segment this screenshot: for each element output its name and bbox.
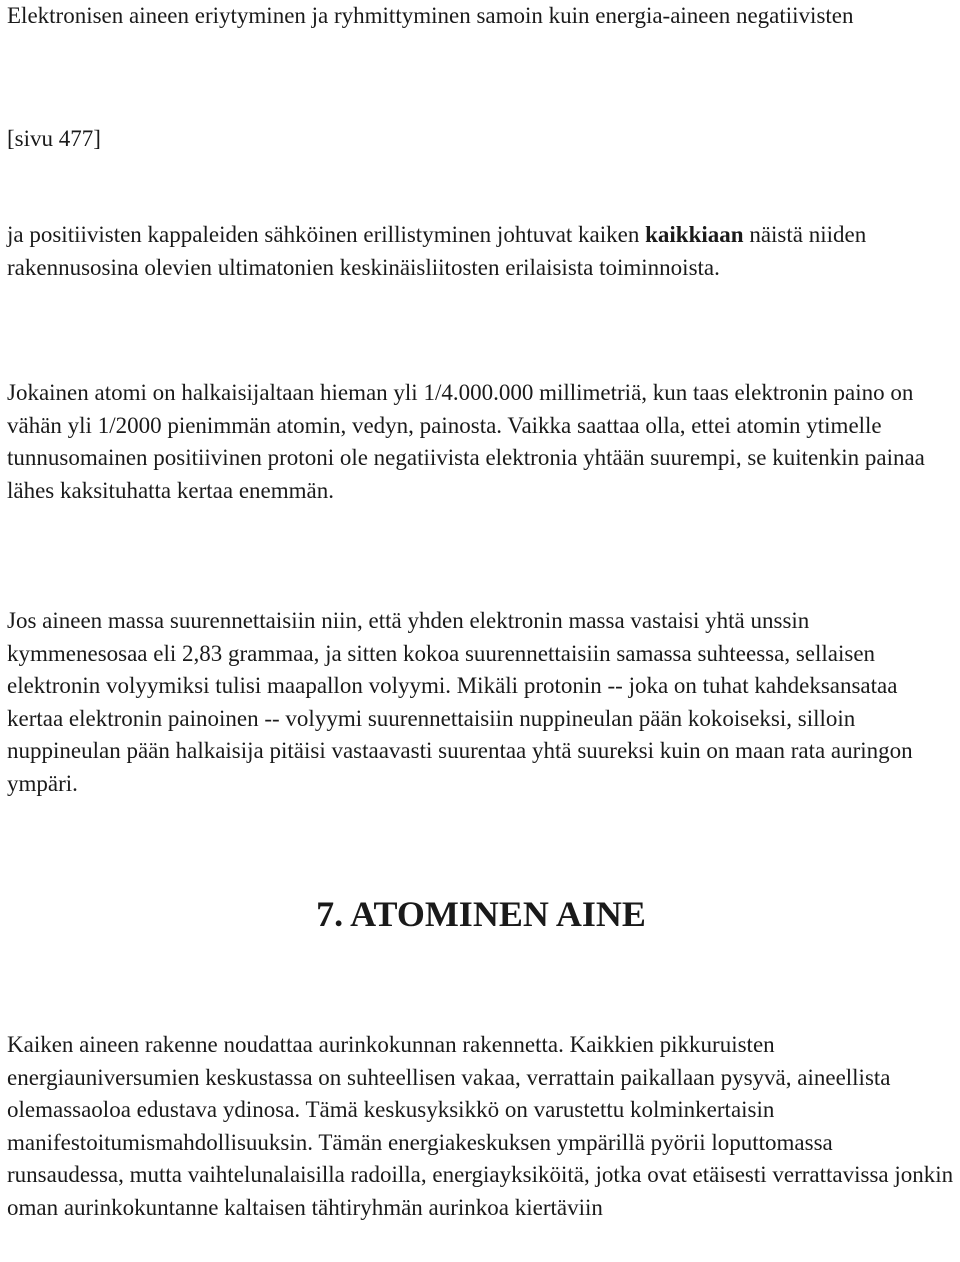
page-marker-text: [sivu 477] [7, 126, 101, 151]
paragraph-scale [7, 605, 955, 800]
page-marker [7, 123, 101, 156]
paragraph-intro [7, 0, 854, 33]
paragraph-intro-text: Elektronisen aineen eriytyminen ja ryhmittyminen samoin kuin energia-aineen negatiivisten [7, 3, 854, 28]
emphasis-word: kaikkiaan [645, 222, 744, 247]
paragraph-charge [7, 219, 955, 284]
paragraph-atom-size-text: Jokainen atomi on halkaisijaltaan hieman yli 1/4.000.000 millimetriä, kun taas elektronin paino on vähän yli 1/2000 pienimmän atomin, vedyn, painosta. Vaikka saattaa olla, ettei atomin ytimelle tunnusomainen positiivinen protoni ole negatiivista elektronia yhtään suurempi, se kuitenkin painaa lähes kaksituhatta kertaa enemmän. [7, 380, 925, 503]
paragraph-atom-size [7, 377, 955, 507]
paragraph-structure-text: Kaiken aineen rakenne noudattaa aurinkokunnan rakennetta. Kaikkien pikkuruisten energiauniversumien keskustassa on suhteellisen vakaa, verrattain paikallaan pysyvä, aineellista olemassaoloa edustava ydinosa. Tämä keskusyksikkö on varustettu kolminkertaisin manifestoitumismahdollisuuksin. Tämän energiakeskuksen ympärillä pyörii loputtomassa runsaudessa, mutta vaihtelunalaisilla radoilla, energiayksiköitä, jotka ovat etäisesti verrattavissa jonkin oman aurinkokuntanne kaltaisen tähtiryhmän aurinkoa kiertäviin [7, 1032, 954, 1220]
section-heading: 7. ATOMINEN AINE [316, 894, 646, 934]
paragraph-charge-text-end: näistä niiden rakennusosina olevien ultimatonien keskinäisliitosten erilaisista toiminnoista. [7, 222, 867, 280]
paragraph-scale-text: Jos aineen massa suurennettaisiin niin, että yhden elektronin massa vastaisi yhtä unssin kymmenesosaa eli 2,83 grammaa, ja sitten kokoa suurennettaisiin samassa suhteessa, sellaisen elektronin volyymiksi tulisi maapallon volyymi. Mikäli protonin -- joka on tuhat kahdeksansataa kertaa elektronin painoinen -- volyymi suurennettaisiin nuppineulan pään kokoiseksi, silloin nuppineulan pään halkaisija pitäisi vastaavasti suurentaa yhtä suureksi kuin on maan rata auringon ympäri. [7, 608, 913, 796]
paragraph-charge-text-start: ja positiivisten kappaleiden sähköinen erillistyminen johtuvat kaiken [7, 222, 646, 247]
paragraph-structure [7, 1029, 955, 1224]
